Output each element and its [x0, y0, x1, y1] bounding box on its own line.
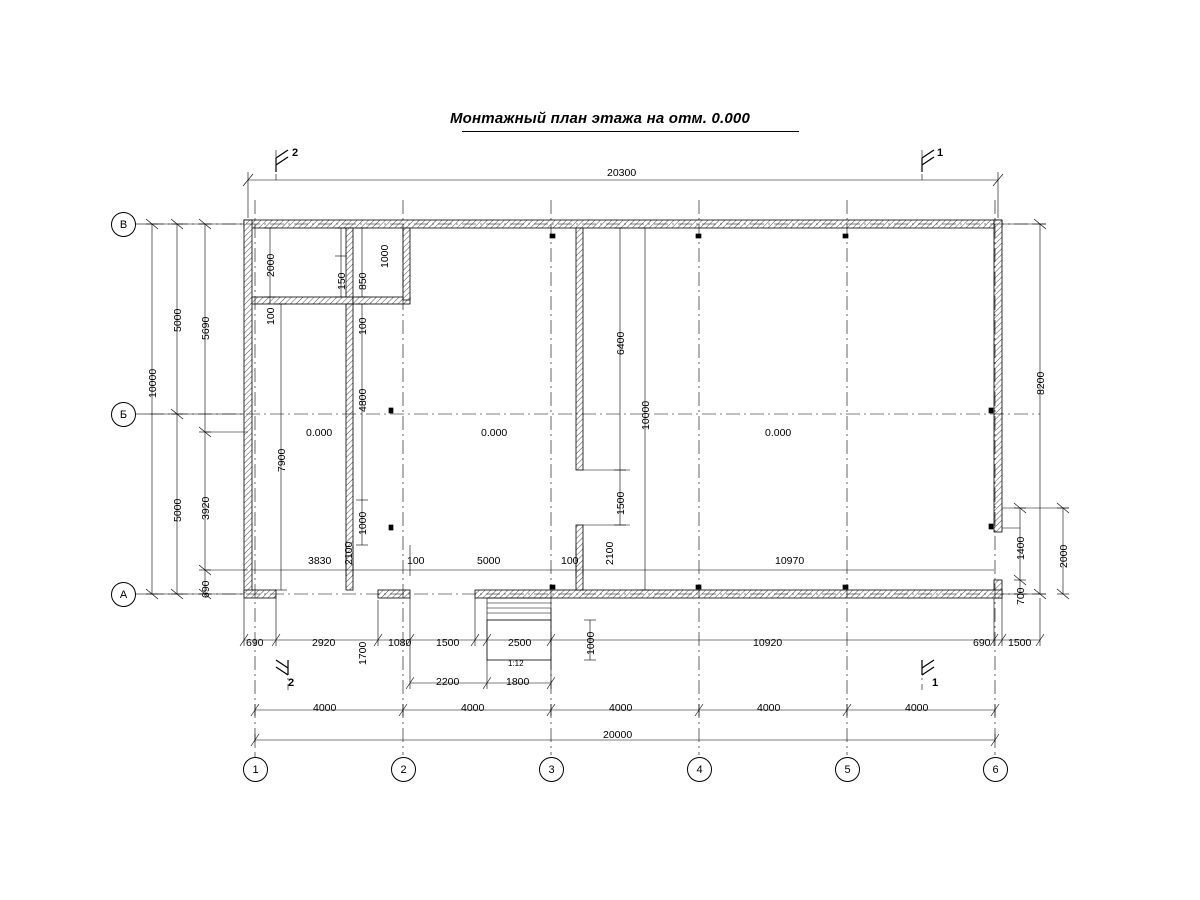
- dim-bottom-2920: 2920: [312, 637, 336, 649]
- dim-left-10000: 10000: [147, 368, 159, 398]
- section-mark-label-bottom-left: 2: [288, 677, 295, 689]
- dim-int-1000-b: 1000: [357, 511, 369, 535]
- dim-bottom-690-right: 690: [973, 637, 991, 649]
- dim-left-690: 690: [200, 580, 212, 598]
- grid-circle-4: 4: [687, 757, 712, 782]
- dim-stair-2200: 2200: [436, 676, 460, 688]
- dim-bottom-20000: 20000: [603, 729, 633, 741]
- dim-right-2000: 2000: [1058, 544, 1070, 568]
- dim-int-1000-stair: 1000: [585, 631, 597, 655]
- dim-right-1400: 1400: [1015, 536, 1027, 560]
- dim-top-20300: 20300: [607, 167, 637, 179]
- dim-bottom-1700: 1700: [357, 641, 369, 665]
- dim-left-5000-upper: 5000: [172, 308, 184, 332]
- grid-circle-v: В: [111, 212, 136, 237]
- dim-int-150: 150: [336, 272, 348, 290]
- dim-grid-4000-1: 4000: [313, 702, 337, 714]
- dim-bottom-2500: 2500: [508, 637, 532, 649]
- grid-circle-1: 1: [243, 757, 268, 782]
- dim-int-2000: 2000: [265, 253, 277, 277]
- dim-inner-10970: 10970: [775, 555, 805, 567]
- dim-int-1000-a: 1000: [379, 244, 391, 268]
- drawing-title: Монтажный план этажа на отм. 0.000: [449, 110, 751, 127]
- dim-int-7900: 7900: [276, 448, 288, 472]
- dim-bottom-1500-b: 1500: [1008, 637, 1032, 649]
- grid-circle-6: 6: [983, 757, 1008, 782]
- dim-int-100-a: 100: [265, 307, 277, 325]
- dim-bottom-1080: 1080: [388, 637, 412, 649]
- dim-grid-4000-3: 4000: [609, 702, 633, 714]
- dim-inner-100-b: 100: [561, 555, 579, 567]
- grid-circle-b: Б: [111, 402, 136, 427]
- dim-inner-2100-b: 2100: [604, 541, 616, 565]
- dim-int-4800: 4800: [357, 388, 369, 412]
- dim-right-700: 700: [1015, 587, 1027, 605]
- dim-left-5690: 5690: [200, 316, 212, 340]
- dim-bottom-10920: 10920: [753, 637, 783, 649]
- level-mark-right: 0.000: [762, 426, 794, 440]
- stair-scale-note: 1:12: [508, 659, 524, 668]
- dim-stair-1800: 1800: [506, 676, 530, 688]
- dim-left-5000-lower: 5000: [172, 498, 184, 522]
- grid-circle-a: А: [111, 582, 136, 607]
- dim-inner-2100-a: 2100: [343, 541, 355, 565]
- dim-bottom-690-left: 690: [246, 637, 264, 649]
- dim-right-8200: 8200: [1035, 371, 1047, 395]
- grid-circle-2: 2: [391, 757, 416, 782]
- section-mark-label-top-right: 1: [937, 147, 944, 159]
- grid-circle-5: 5: [835, 757, 860, 782]
- level-mark-middle: 0.000: [478, 426, 510, 440]
- dim-bottom-1500-a: 1500: [436, 637, 460, 649]
- section-mark-label-bottom-right: 1: [932, 677, 939, 689]
- grid-circle-3: 3: [539, 757, 564, 782]
- dim-inner-100-a: 100: [407, 555, 425, 567]
- dim-int-1500: 1500: [615, 491, 627, 515]
- dim-int-850: 850: [357, 272, 369, 290]
- dim-inner-5000: 5000: [477, 555, 501, 567]
- dim-inner-3830: 3830: [308, 555, 332, 567]
- dim-grid-4000-4: 4000: [757, 702, 781, 714]
- dim-int-100-b: 100: [357, 317, 369, 335]
- dim-int-6400: 6400: [615, 331, 627, 355]
- dim-grid-4000-2: 4000: [461, 702, 485, 714]
- dim-left-3920: 3920: [200, 496, 212, 520]
- dim-grid-4000-5: 4000: [905, 702, 929, 714]
- level-mark-left: 0.000: [303, 426, 335, 440]
- section-mark-label-top-left: 2: [292, 147, 299, 159]
- dim-int-10000: 10000: [640, 400, 652, 430]
